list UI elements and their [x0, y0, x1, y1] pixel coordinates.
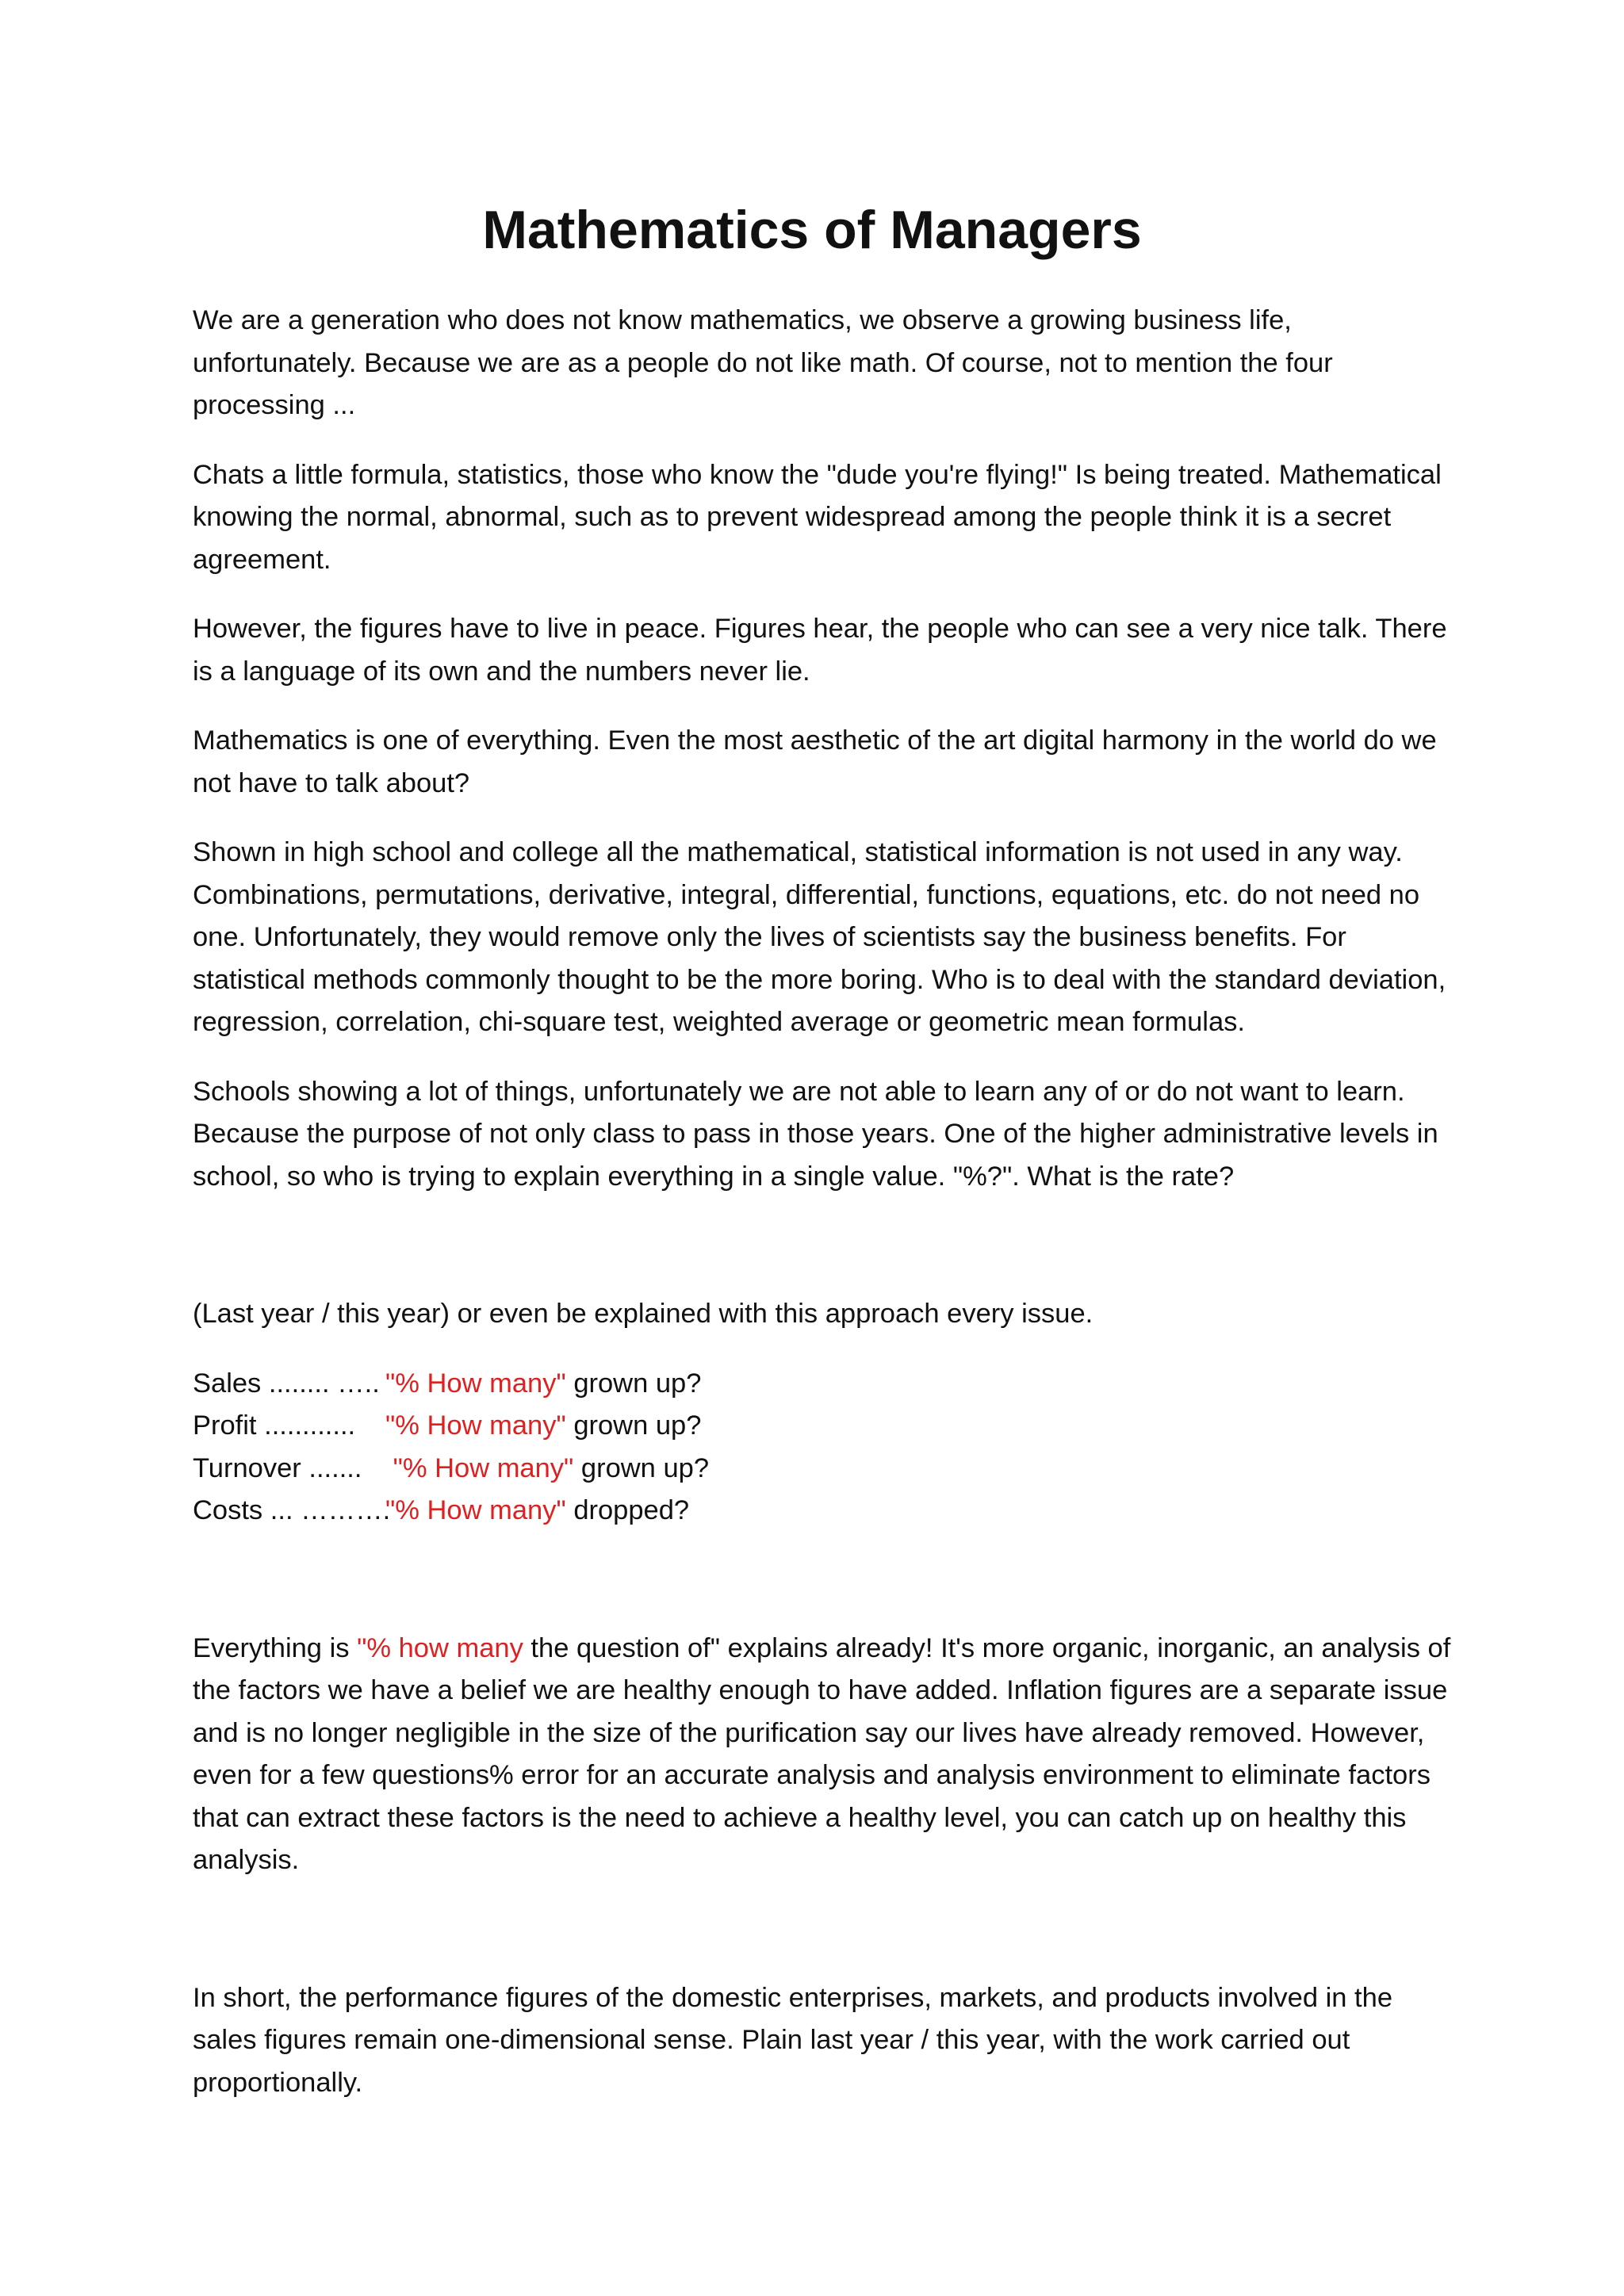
document-body [193, 300, 1461, 2131]
metric-suffix-sales: grown up? [565, 1368, 702, 1399]
metric-question-costs: "% How many" [385, 1495, 566, 1525]
paragraph-figures-peace: However, the figures have to live in peace. Figures hear, the people who can see a very nice talk. There is a language of its own and the numbers never lie. [193, 614, 1447, 687]
paragraph-approach: (Last year / this year) or even be explained with this approach every issue. [193, 1299, 1094, 1329]
metric-label-sales: Sales ........ ….. [193, 1368, 380, 1399]
metric-question-list [193, 1363, 1461, 1533]
paragraph-generation: We are a generation who does not know mathematics, we observe a growing business life, unfortunately. Because we are as a people do not like math. Of course, not to mention the four processing ... [193, 305, 1333, 420]
paragraph-school-college: Shown in high school and college all the mathematical, statistical information is not used in any way. Combinations, permutations, derivative, integral, differential, functions, equations, etc. do not need no one. Unfortunately, they would remove only the lives of scientists say the business benefits. For statistical methods commonly thought to be the more boring. Who is to deal with the standard deviation, regression, correlation, chi-square test, weighted average or geometric mean formulas. [193, 837, 1446, 1037]
document-title: Mathematics of Managers [482, 200, 1142, 260]
paragraph-mathematics-everything: Mathematics is one of everything. Even the most aesthetic of the art digital harmony in the world do we not have to talk about? [193, 725, 1437, 798]
metric-suffix-costs: dropped? [565, 1495, 690, 1525]
metric-suffix-profit: grown up? [565, 1410, 702, 1441]
metric-row-costs [193, 1490, 1461, 1533]
metric-row-turnover [193, 1448, 1461, 1490]
paragraph-everything [193, 1628, 1461, 1882]
metric-suffix-turnover: grown up? [573, 1452, 710, 1483]
metric-question-profit: "% How many" [385, 1410, 566, 1441]
section-gap [193, 1909, 1461, 1977]
metric-question-turnover: "% How many" [385, 1452, 574, 1483]
section-gap [193, 1559, 1461, 1628]
metric-row-profit [193, 1405, 1461, 1448]
paragraph-schools-showing: Schools showing a lot of things, unfortunately we are not able to learn any of or do not want to learn. Because the purpose of not only class to pass in those years. One of the higher administrative levels in school, so who is trying to explain everything in a single value. "%?". What is the rate? [193, 1076, 1438, 1192]
metric-label-profit: Profit ............ [193, 1410, 356, 1441]
metric-question-sales: "% How many" [385, 1368, 566, 1399]
metric-row-sales [193, 1363, 1461, 1406]
metric-label-costs: Costs ... ………. [193, 1495, 391, 1525]
everything-rest: the question of" explains already! It's more organic, inorganic, an analysis of the factors we have a belief we are healthy enough to have added. Inflation figures are a separate issue and is no longer negligible in the size of the purification say our lives have already removed. However, even for a few questions% error for an accurate analysis and analysis environment to eliminate factors that can extract these factors is the need to achieve a healthy level, you can catch up on healthy this analysis. [193, 1632, 1451, 1875]
paragraph-formula-chats: Chats a little formula, statistics, those who know the "dude you're flying!" Is being treated. Mathematical knowing the normal, abnormal, such as to prevent widespread among the people think it is a secret agreement. [193, 459, 1442, 575]
metric-label-turnover: Turnover ....... [193, 1452, 362, 1483]
everything-highlight: "% how many [357, 1632, 523, 1663]
everything-prefix: Everything is [193, 1632, 358, 1663]
paragraph-closing: In short, the performance figures of the domestic enterprises, markets, and products involved in the sales figures remain one-dimensional sense. Plain last year / this year, with the work carried out proportionally. [193, 1982, 1393, 2098]
section-gap [193, 1225, 1461, 1293]
